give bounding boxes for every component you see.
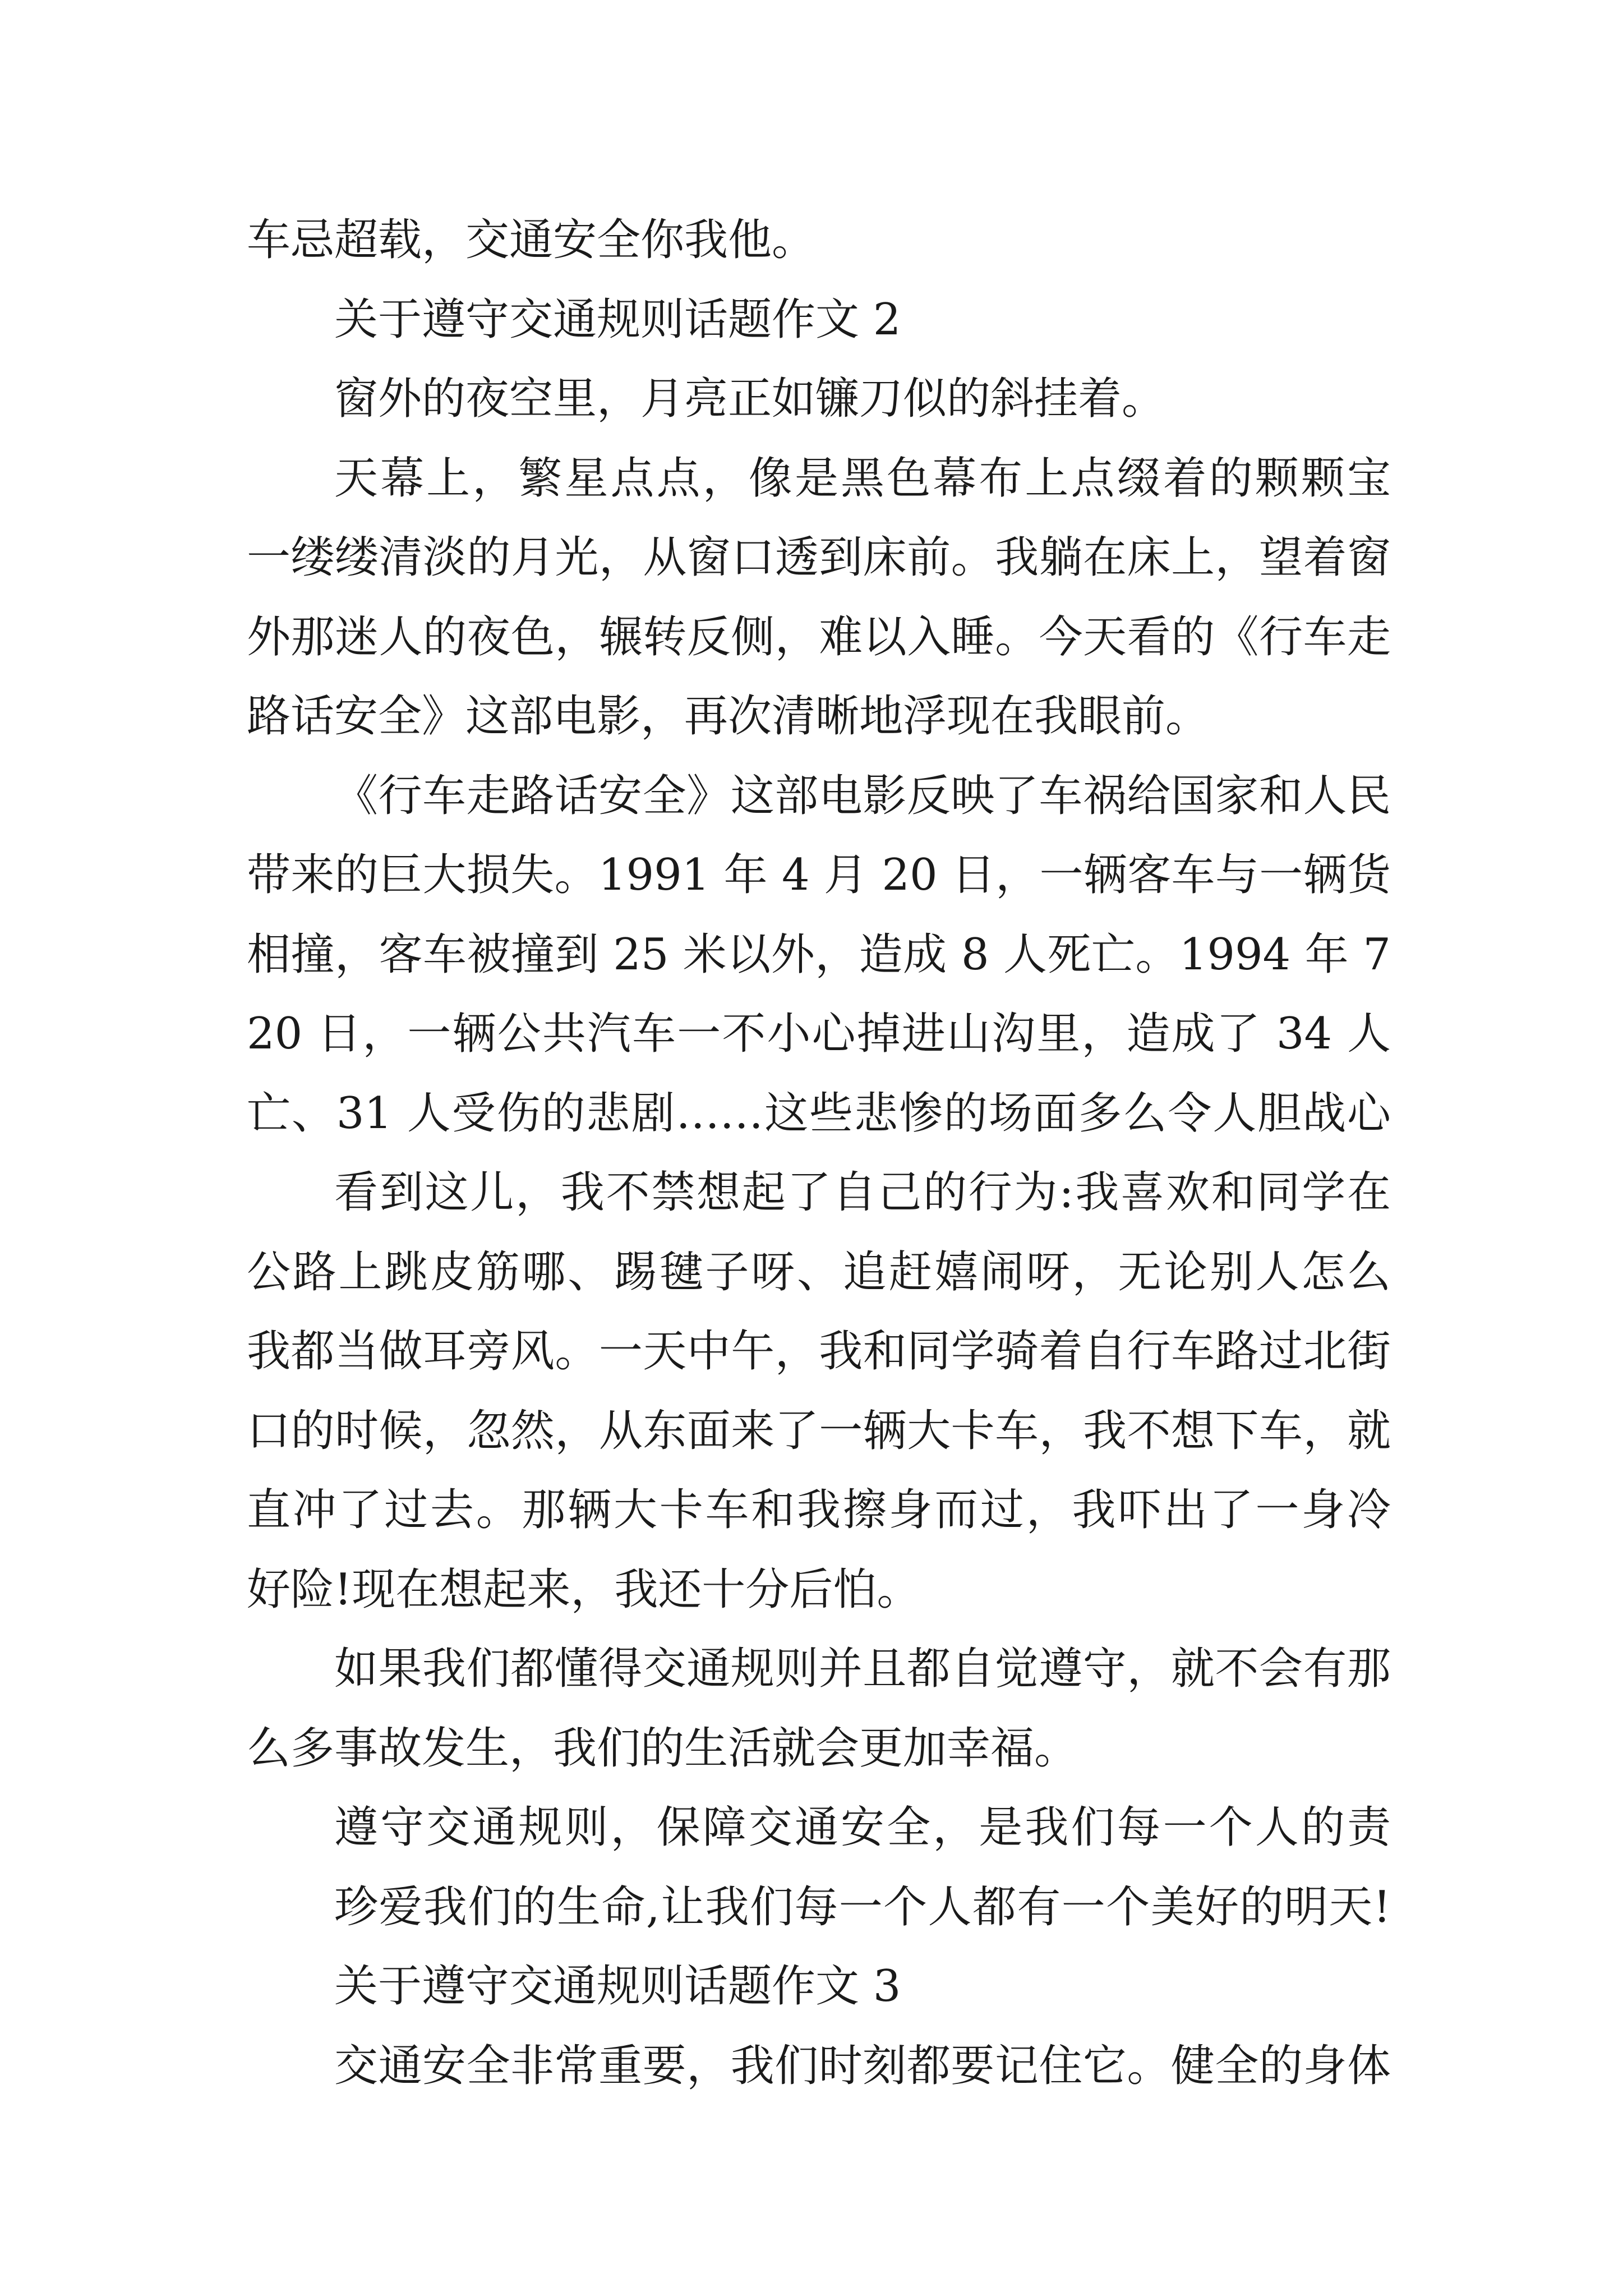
paragraph-line: 口的时候，忽然，从东面来了一辆大卡车，我不想下车，就: [247, 1405, 1391, 1456]
paragraph-line: 车忌超载，交通安全你我他。: [247, 215, 816, 265]
section-heading: 关于遵守交通规则话题作文 2: [334, 294, 901, 345]
paragraph-line: 《行车走路话安全》这部电影反映了车祸给国家和人民: [334, 770, 1391, 821]
paragraph-line: 带来的巨大损失。1991 年 4 月 20 日，一辆客车与一辆货: [247, 850, 1391, 900]
paragraph-line: 我都当做耳旁风。一天中午，我和同学骑着自行车路过北街: [247, 1326, 1391, 1377]
paragraph-line: 看到这儿，我不禁想起了自己的行为:我喜欢和同学在: [334, 1167, 1391, 1218]
paragraph-line: 直冲了过去。那辆大卡车和我擦身而过，我吓出了一身冷: [247, 1485, 1391, 1535]
paragraph-line: 亡、31 人受伤的悲剧……这些悲惨的场面多么令人胆战心: [247, 1088, 1391, 1139]
paragraph-line: 公路上跳皮筋哪、踢毽子呀、追赶嬉闹呀，无论别人怎么: [247, 1246, 1391, 1297]
paragraph-line: 20 日，一辆公共汽车一不小心掉进山沟里，造成了 34 人: [247, 1009, 1391, 1059]
paragraph-line: 路话安全》这部电影，再次清晰地浮现在我眼前。: [247, 691, 1210, 742]
paragraph-line: 遵守交通规则，保障交通安全，是我们每一个人的责: [334, 1802, 1391, 1853]
paragraph-line: 外那迷人的夜色，辗转反侧，难以入睡。今天看的《行车走: [247, 611, 1391, 662]
paragraph-line: 如果我们都懂得交通规则并且都自觉遵守，就不会有那: [334, 1644, 1391, 1694]
section-heading: 关于遵守交通规则话题作文 3: [334, 1961, 901, 2012]
paragraph-line: 交通安全非常重要，我们时刻都要记住它。健全的身体: [334, 2040, 1391, 2091]
paragraph-line: 天幕上，繁星点点，像是黑色幕布上点缀着的颗颗宝: [334, 453, 1391, 504]
paragraph-line: 珍爱我们的生命,让我们每一个人都有一个美好的明天!: [334, 1881, 1391, 1932]
paragraph-line: 窗外的夜空里，月亮正如镰刀似的斜挂着。: [334, 374, 1166, 424]
paragraph-line: 好险!现在想起来，我还十分后怕。: [247, 1564, 921, 1615]
paragraph-line: 一缕缕清淡的月光，从窗口透到床前。我躺在床上，望着窗: [247, 532, 1391, 583]
document-body: [247, 201, 1391, 2106]
paragraph-line: 么多事故发生，我们的生活就会更加幸福。: [247, 1723, 1078, 1774]
paragraph-line: 相撞，客车被撞到 25 米以外，造成 8 人死亡。1994 年 7: [247, 929, 1391, 980]
